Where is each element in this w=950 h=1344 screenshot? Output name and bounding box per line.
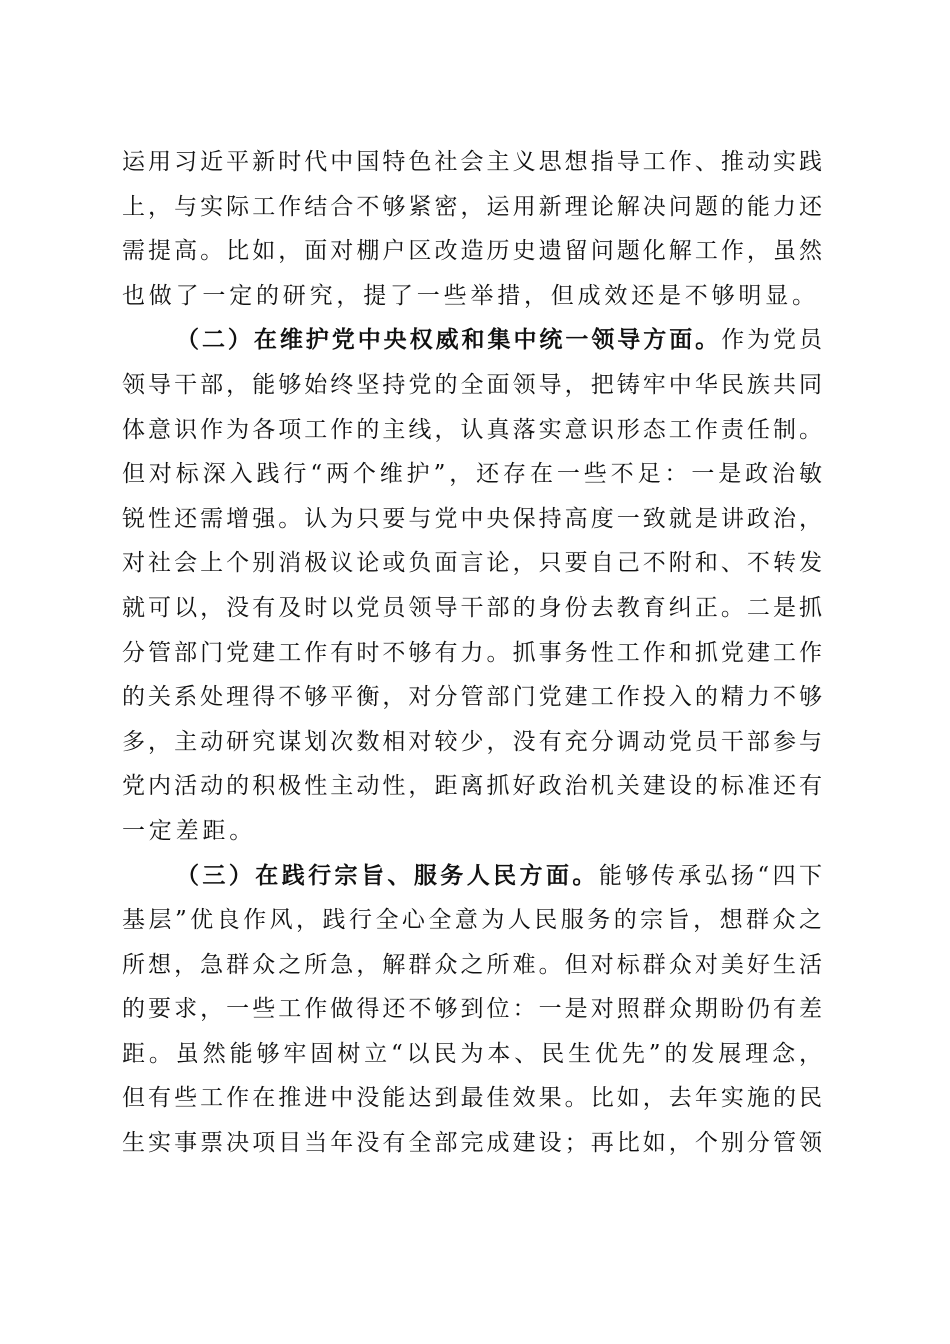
text-line: 但有些工作在推进中没能达到最佳效果。比如，去年实施的民 xyxy=(122,1085,822,1112)
text-line: 运用习近平新时代中国特色社会主义思想指导工作、推动实践 xyxy=(122,149,822,175)
text-line: 距。虽然能够牢固树立“以民为本、民生优先”的发展理念， xyxy=(122,1040,822,1067)
text-line: 也做了一定的研究，提了一些举措，但成效还是不够明显。 xyxy=(122,282,819,309)
text-line: 就可以，没有及时以党员领导干部的身份去教育纠正。二是抓 xyxy=(122,594,822,621)
section-heading-line xyxy=(122,854,822,899)
text-line: 但对标深入践行“两个维护”，还存在一些不足：一是政治敏 xyxy=(122,461,822,488)
text-line: 基层”优良作风，践行全心全意为人民服务的宗旨，想群众之 xyxy=(122,907,822,934)
text-line: 所想，急群众之所急，解群众之所难。但对标群众对美好生活 xyxy=(122,951,822,978)
text-line: 对社会上个别消极议论或负面言论，只要自己不附和、不转发 xyxy=(122,550,822,577)
section-heading-2: （二）在维护党中央权威和集中统一领导方面。 xyxy=(176,326,722,354)
text-line: 一定差距。 xyxy=(122,817,256,844)
text-line: 多，主动研究谋划次数相对较少，没有充分调动党员干部参与 xyxy=(122,728,822,755)
text-line: 需提高。比如，面对棚户区改造历史遗留问题化解工作，虽然 xyxy=(122,238,822,265)
text-span: 作为党员 xyxy=(721,327,823,354)
document-page xyxy=(122,140,822,1166)
text-line: 的关系处理得不够平衡，对分管部门党建工作投入的精力不够 xyxy=(122,684,822,711)
text-line: 体意识作为各项工作的主线，认真落实意识形态工作责任制。 xyxy=(122,416,822,443)
text-line: 上，与实际工作结合不够紧密，运用新理论解决问题的能力还 xyxy=(122,193,822,220)
text-line: 分管部门党建工作有时不够有力。抓事务性工作和抓党建工作 xyxy=(122,639,822,666)
section-heading-line xyxy=(122,318,822,363)
text-span: 能够传承弘扬“四下 xyxy=(598,862,822,889)
text-line: 党内活动的积极性主动性，距离抓好政治机关建设的标准还有 xyxy=(122,773,822,800)
text-line: 领导干部，能够始终坚持党的全面领导，把铸牢中华民族共同 xyxy=(122,371,822,398)
section-heading-3: （三）在践行宗旨、服务人民方面。 xyxy=(176,861,599,889)
text-line: 生实事票决项目当年没有全部完成建设；再比如，个别分管领 xyxy=(122,1130,822,1157)
text-line: 的要求，一些工作做得还不够到位：一是对照群众期盼仍有差 xyxy=(122,996,822,1023)
text-line: 锐性还需增强。认为只要与党中央保持高度一致就是讲政治， xyxy=(122,505,822,532)
